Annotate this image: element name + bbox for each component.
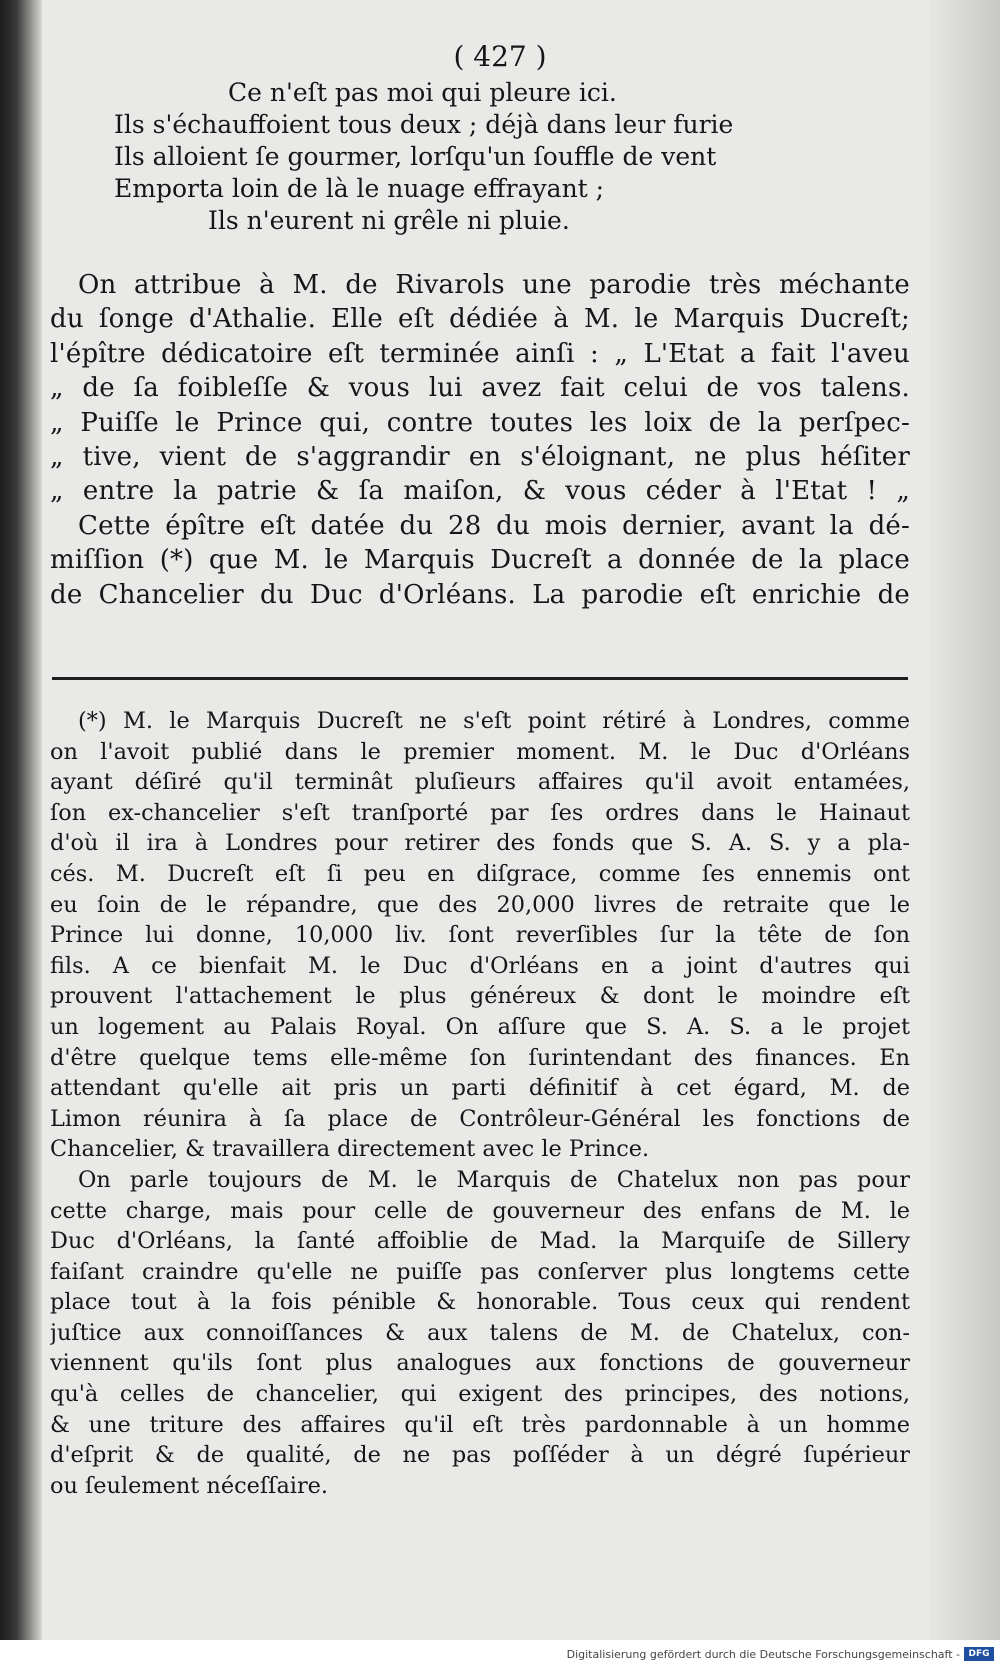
text-line: „ de ſa foibleſſe & vous lui avez fait celui de vos talens. — [50, 373, 910, 404]
footnote-line: attendant qu'elle ait pris un parti définitif à cet égard, M. de — [50, 1075, 910, 1102]
footnote-line: prouvent l'attachement le plus généreux & dont le moindre eſt — [50, 983, 910, 1010]
poem-line: Emporta loin de là le nuage effrayant ; — [114, 174, 605, 203]
page-number: ( 427 ) — [453, 40, 547, 73]
page-binding-shadow — [0, 0, 42, 1640]
poem-verses — [50, 77, 910, 237]
footnote-line: On parle toujours de M. le Marquis de Chatelux non pas pour — [78, 1166, 910, 1193]
footnote-line: Duc d'Orléans, la ſanté affoiblie de Mad. la Marquiſe de Sillery — [50, 1228, 910, 1255]
text-line: „ tive, vient de s'aggrandir en s'éloignant, ne plus héſiter — [50, 441, 910, 472]
text-line: On attribue à M. de Rivarols une parodie très méchante — [78, 270, 910, 300]
footnote-line: Limon réunira à ſa place de Contrôleur-Général les fonctions de — [50, 1105, 910, 1132]
page-edge — [930, 0, 1000, 1640]
text-line: de Chancelier du Duc d'Orléans. La parodie eſt enrichie de — [50, 579, 910, 610]
footnote — [50, 706, 910, 1501]
footnote-line: d'où il ira à Londres pour retirer des fonds que S. A. S. y a pla- — [50, 830, 910, 857]
footnote-line: ſon ex-chancelier s'eſt tranſporté par ſes ordres dans le Hainaut — [50, 799, 910, 826]
footnote-line: un logement au Palais Royal. On aſſure que S. A. S. a le projet — [50, 1013, 910, 1040]
footnote-line: cés. M. Ducreſt eſt ſi peu en diſgrace, comme ſes ennemis ont — [50, 860, 910, 887]
text-line: „ Puiſſe le Prince qui, contre toutes les loix de la perſpec- — [50, 407, 910, 438]
funding-credit: Digitalisierung gefördert durch die Deutsche Forschungsgemeinschaft - — [566, 1648, 960, 1661]
dfg-logo-icon: DFG — [964, 1647, 994, 1661]
main-paragraph — [50, 268, 910, 612]
poem-line: Ils s'échauffoient tous deux ; déjà dans leur furie — [114, 110, 734, 139]
footnote-line: qu'à celles de chancelier, qui exigent des principes, des notions, — [50, 1381, 910, 1408]
poem-line: Ils n'eurent ni grêle ni pluie. — [208, 206, 570, 235]
footnote-line: d'eſprit & de qualité, de ne pas poſſéder à un dégré ſupérieur — [50, 1442, 910, 1469]
text-line: l'épître dédicatoire eſt terminée ainſi : „ L'Etat a fait l'aveu — [50, 338, 910, 369]
footnote-line: on l'avoit publié dans le premier moment. M. le Duc d'Orléans — [50, 738, 910, 765]
footnote-line: (*) M. le Marquis Ducreſt ne s'eſt point rétiré à Londres, comme — [78, 708, 910, 734]
footer-bar — [0, 1640, 1000, 1672]
text-line: Cette épître eſt datée du 28 du mois dernier, avant la dé- — [78, 510, 910, 541]
footnote-line: & une triture des affaires qu'il eſt très pardonnable à un homme — [50, 1411, 910, 1438]
footnote-line: eu ſoin de le répandre, que des 20,000 livres de retraite que le — [50, 891, 910, 918]
footnote-divider — [52, 677, 908, 680]
footnote-line: juſtice aux connoiſſances & aux talens de M. de Chatelux, con- — [50, 1319, 910, 1346]
footnote-line: faiſant craindre qu'elle ne puiſſe pas conſerver plus longtems cette — [50, 1258, 910, 1285]
poem-line: Ce n'eſt pas moi qui pleure ici. — [228, 78, 617, 107]
footnote-line: fils. A ce bienfait M. le Duc d'Orléans en a joint d'autres qui — [50, 952, 910, 979]
footnote-line: place tout à la fois pénible & honorable. Tous ceux qui rendent — [50, 1289, 910, 1316]
footnote-line: cette charge, mais pour celle de gouverneur des enfans de M. le — [50, 1197, 910, 1224]
footnote-line: ou ſeulement néceſſaire. — [50, 1472, 329, 1499]
text-line: „ entre la patrie & ſa maiſon, & vous céder à l'Etat ! „ — [50, 476, 910, 507]
text-line: miſſion (*) que M. le Marquis Ducreſt a donnée de la place — [50, 545, 910, 576]
poem-line: Ils alloient ſe gourmer, lorſqu'un ſouffle de vent — [114, 142, 717, 171]
footnote-line: d'être quelque tems elle-même ſon ſurintendant des finances. En — [50, 1044, 910, 1071]
footnote-line: Chancelier, & travaillera directement avec le Prince. — [50, 1136, 650, 1163]
footnote-line: Prince lui donne, 10,000 liv. ſont reverſibles ſur la tête de ſon — [50, 922, 910, 949]
text-line: du ſonge d'Athalie. Elle eſt dédiée à M. le Marquis Ducreſt; — [50, 304, 910, 335]
footnote-line: viennent qu'ils ſont plus analogues aux fonctions de gouverneur — [50, 1350, 910, 1377]
footnote-line: ayant déſiré qu'il terminât pluſieurs affaires qu'il avoit entamées, — [50, 769, 910, 796]
